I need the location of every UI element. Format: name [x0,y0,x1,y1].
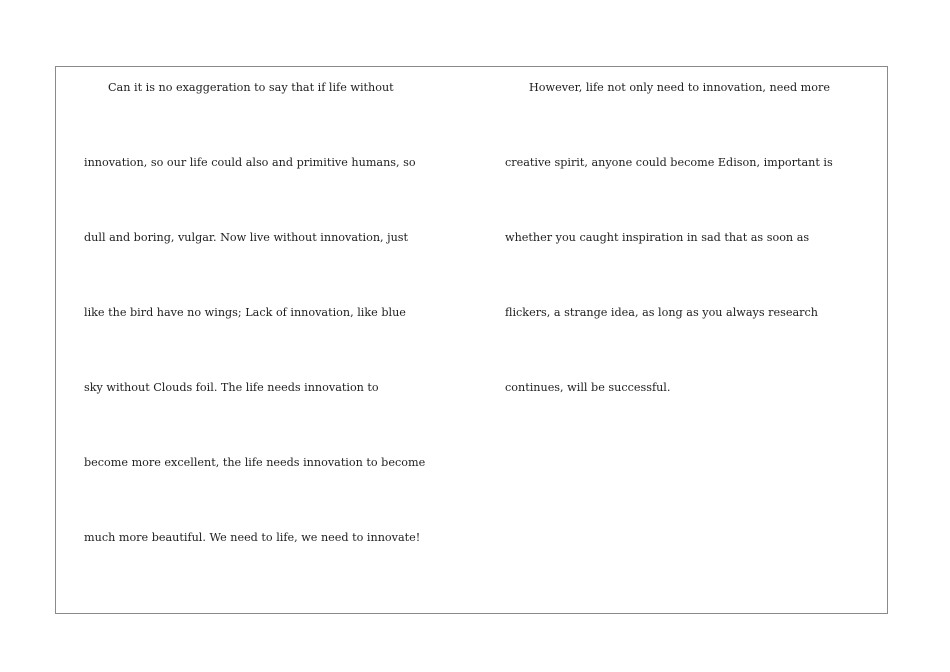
text-line: sky without Clouds foil. The life needs innovation to [84,381,379,394]
text-line: whether you caught inspiration in sad that as soon as [505,231,810,244]
text-line: much more beautiful. We need to life, we need to innovate! [84,531,421,544]
text-line: continues, will be successful. [505,381,671,394]
text-line: dull and boring, vulgar. Now live without innovation, just [84,231,409,244]
text-line: become more excellent, the life needs innovation to become [84,456,426,469]
text-line: creative spirit, anyone could become Edison, important is [505,156,833,169]
document-page [55,66,888,614]
text-line: flickers, a strange idea, as long as you always research [505,306,818,319]
text-line: Can it is no exaggeration to say that if life without [108,81,394,94]
text-line: like the bird have no wings; Lack of innovation, like blue [84,306,406,319]
text-line: innovation, so our life could also and primitive humans, so [84,156,416,169]
text-line: However, life not only need to innovation, need more [529,81,830,94]
